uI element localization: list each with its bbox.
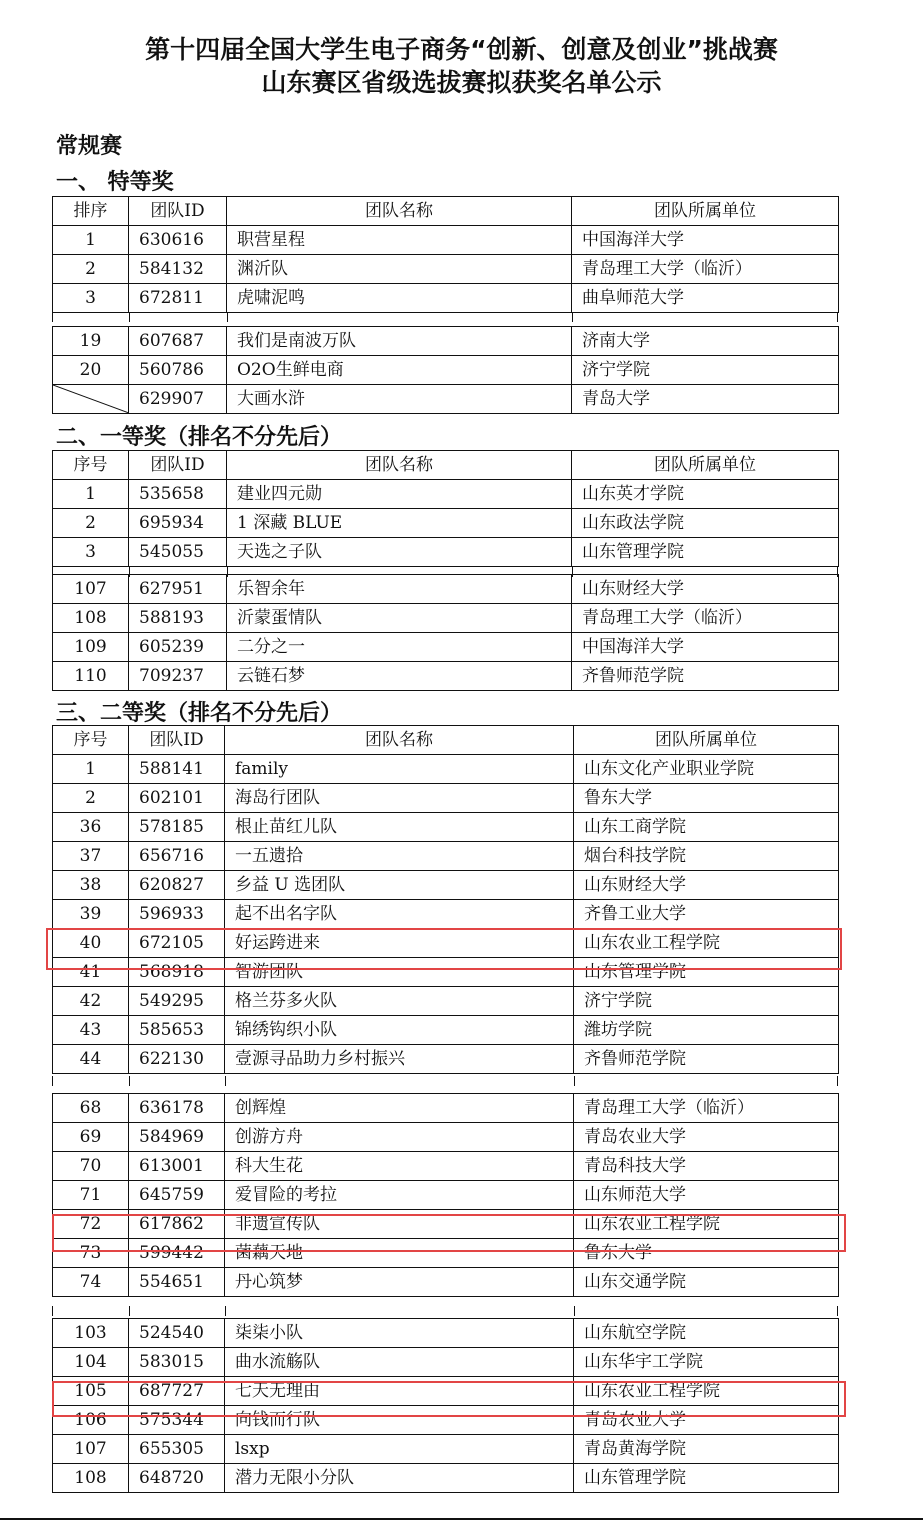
team-unit-cell: 山东农业工程学院 [574, 929, 839, 958]
team-unit-cell: 青岛理工大学（临沂） [574, 1094, 839, 1123]
team-name-cell: 二分之一 [227, 633, 572, 662]
first-prize-table-bottom [52, 574, 839, 691]
rank-cell: 103 [53, 1319, 129, 1348]
header-rank: 序号 [53, 726, 129, 755]
team-id-cell: 627951 [129, 575, 227, 604]
team-unit-cell: 山东交通学院 [574, 1268, 839, 1297]
team-id-cell: 656716 [129, 842, 225, 871]
team-name-cell: 云链石梦 [227, 662, 572, 691]
document-title-line-1: 第十四届全国大学生电子商务“创新、创意及创业”挑战赛 [145, 35, 778, 64]
table-row [53, 604, 839, 633]
team-unit-cell: 青岛农业大学 [574, 1406, 839, 1435]
team-unit-cell: 山东农业工程学院 [574, 1210, 839, 1239]
team-id-cell: 672811 [129, 284, 227, 313]
team-name-cell: 七天无理由 [225, 1377, 574, 1406]
first-prize-heading: 二、一等奖（排名不分先后） [56, 425, 343, 450]
team-id-cell: 535658 [129, 480, 227, 509]
team-name-cell: 锦绣钩织小队 [225, 1016, 574, 1045]
rank-cell: 74 [53, 1268, 129, 1297]
team-name-cell: 创游方舟 [225, 1123, 574, 1152]
table-cut-marker [52, 1076, 838, 1086]
rank-cell: 19 [53, 327, 129, 356]
table-row [53, 633, 839, 662]
team-unit-cell: 山东管理学院 [574, 958, 839, 987]
team-unit-cell: 山东管理学院 [574, 1464, 839, 1493]
team-unit-cell: 山东工商学院 [574, 813, 839, 842]
team-id-cell: 629907 [129, 385, 227, 414]
team-unit-cell: 曲阜师范大学 [572, 284, 839, 313]
rank-cell: 41 [53, 958, 129, 987]
team-id-cell: 545055 [129, 538, 227, 567]
table-header-row [53, 451, 839, 480]
team-name-cell: 大画水浒 [227, 385, 572, 414]
team-unit-cell: 青岛农业大学 [574, 1123, 839, 1152]
team-name-cell: 建业四元勋 [227, 480, 572, 509]
header-team-unit: 团队所属单位 [572, 197, 839, 226]
rank-cell: 72 [53, 1210, 129, 1239]
team-unit-cell: 中国海洋大学 [572, 633, 839, 662]
header-team-unit: 团队所属单位 [574, 726, 839, 755]
rank-cell: 40 [53, 929, 129, 958]
team-id-cell: 709237 [129, 662, 227, 691]
table-row-highlighted [53, 1377, 839, 1406]
header-team-id: 团队ID [129, 451, 227, 480]
table-row [53, 1045, 839, 1074]
table-row [53, 813, 839, 842]
table-row [53, 509, 839, 538]
team-name-cell: 乡益 U 选团队 [225, 871, 574, 900]
team-name-cell: O2O生鲜电商 [227, 356, 572, 385]
table-row [53, 1181, 839, 1210]
rank-cell: 2 [53, 255, 129, 284]
diagonal-slash-icon [53, 385, 129, 413]
team-name-cell: 根止苗红儿队 [225, 813, 574, 842]
team-unit-cell: 济南大学 [572, 327, 839, 356]
team-id-cell: 560786 [129, 356, 227, 385]
rank-cell: 108 [53, 1464, 129, 1493]
table-row-highlighted [53, 1210, 839, 1239]
rank-cell: 2 [53, 784, 129, 813]
team-name-cell: 格兰芬多火队 [225, 987, 574, 1016]
table-row [53, 1239, 839, 1268]
team-unit-cell: 中国海洋大学 [572, 226, 839, 255]
rank-cell: 2 [53, 509, 129, 538]
team-unit-cell: 山东农业工程学院 [574, 1377, 839, 1406]
team-name-cell: 非遗宣传队 [225, 1210, 574, 1239]
team-unit-cell: 山东文化产业职业学院 [574, 755, 839, 784]
rank-cell-diagonal [53, 385, 129, 414]
rank-cell: 3 [53, 284, 129, 313]
header-rank: 排序 [53, 197, 129, 226]
team-unit-cell: 山东英才学院 [572, 480, 839, 509]
team-unit-cell: 齐鲁工业大学 [574, 900, 839, 929]
team-id-cell: 687727 [129, 1377, 225, 1406]
rank-cell: 69 [53, 1123, 129, 1152]
team-name-cell: 科大生花 [225, 1152, 574, 1181]
team-unit-cell: 潍坊学院 [574, 1016, 839, 1045]
team-id-cell: 617862 [129, 1210, 225, 1239]
team-unit-cell: 鲁东大学 [574, 784, 839, 813]
team-unit-cell: 齐鲁师范学院 [572, 662, 839, 691]
rank-cell: 39 [53, 900, 129, 929]
table-row [53, 1406, 839, 1435]
rank-cell: 44 [53, 1045, 129, 1074]
table-row [53, 784, 839, 813]
team-name-cell: lsxp [225, 1435, 574, 1464]
table-row [53, 1094, 839, 1123]
table-row [53, 900, 839, 929]
document-title-line-2: 山东赛区省级选拔赛拟获奖名单公示 [261, 68, 662, 97]
team-unit-cell: 青岛理工大学（临沂） [572, 604, 839, 633]
team-id-cell: 620827 [129, 871, 225, 900]
table-row [53, 226, 839, 255]
team-id-cell: 672105 [129, 929, 225, 958]
rank-cell: 37 [53, 842, 129, 871]
team-name-cell: 起不出名字队 [225, 900, 574, 929]
team-id-cell: 596933 [129, 900, 225, 929]
team-unit-cell: 青岛理工大学（临沂） [572, 255, 839, 284]
rank-cell: 110 [53, 662, 129, 691]
table-row [53, 385, 839, 414]
team-name-cell: 潜力无限小分队 [225, 1464, 574, 1493]
team-unit-cell: 山东华宇工学院 [574, 1348, 839, 1377]
rank-cell: 3 [53, 538, 129, 567]
table-row [53, 1123, 839, 1152]
team-unit-cell: 山东财经大学 [572, 575, 839, 604]
second-prize-heading: 三、二等奖（排名不分先后） [56, 701, 343, 726]
team-name-cell: 向钱而行队 [225, 1406, 574, 1435]
team-id-cell: 583015 [129, 1348, 225, 1377]
team-name-cell: 好运跨进来 [225, 929, 574, 958]
team-unit-cell: 山东师范大学 [574, 1181, 839, 1210]
header-team-name: 团队名称 [227, 197, 572, 226]
special-prize-table-bottom [52, 326, 839, 414]
team-unit-cell: 青岛黄海学院 [574, 1435, 839, 1464]
rank-cell: 109 [53, 633, 129, 662]
team-unit-cell: 济宁学院 [572, 356, 839, 385]
header-rank: 序号 [53, 451, 129, 480]
header-team-id: 团队ID [129, 726, 225, 755]
table-row [53, 958, 839, 987]
team-name-cell: 乐智余年 [227, 575, 572, 604]
table-header-row [53, 726, 839, 755]
team-id-cell: 584969 [129, 1123, 225, 1152]
team-id-cell: 599442 [129, 1239, 225, 1268]
rank-cell: 1 [53, 480, 129, 509]
rank-cell: 20 [53, 356, 129, 385]
table-row [53, 842, 839, 871]
team-name-cell: 创辉煌 [225, 1094, 574, 1123]
special-prize-table-top [52, 196, 839, 313]
team-id-cell: 636178 [129, 1094, 225, 1123]
team-unit-cell: 青岛大学 [572, 385, 839, 414]
team-name-cell: 渊沂队 [227, 255, 572, 284]
page-bottom-rule [0, 1518, 923, 1520]
rank-cell: 105 [53, 1377, 129, 1406]
rank-cell: 38 [53, 871, 129, 900]
header-team-id: 团队ID [129, 197, 227, 226]
team-unit-cell: 齐鲁师范学院 [574, 1045, 839, 1074]
table-row [53, 871, 839, 900]
table-row-highlighted [53, 929, 839, 958]
team-unit-cell: 山东航空学院 [574, 1319, 839, 1348]
header-team-unit: 团队所属单位 [572, 451, 839, 480]
table-row [53, 1464, 839, 1493]
team-unit-cell: 济宁学院 [574, 987, 839, 1016]
table-row [53, 356, 839, 385]
team-id-cell: 549295 [129, 987, 225, 1016]
team-name-cell: family [225, 755, 574, 784]
team-unit-cell: 山东管理学院 [572, 538, 839, 567]
team-name-cell: 壹源寻品助力乡村振兴 [225, 1045, 574, 1074]
rank-cell: 71 [53, 1181, 129, 1210]
rank-cell: 104 [53, 1348, 129, 1377]
rank-cell: 42 [53, 987, 129, 1016]
second-prize-table-bottom [52, 1318, 839, 1493]
team-name-cell: 天选之子队 [227, 538, 572, 567]
team-id-cell: 602101 [129, 784, 225, 813]
team-id-cell: 585653 [129, 1016, 225, 1045]
team-name-cell: 职营星程 [227, 226, 572, 255]
team-id-cell: 695934 [129, 509, 227, 538]
team-id-cell: 578185 [129, 813, 225, 842]
team-name-cell: 1 深藏 BLUE [227, 509, 572, 538]
team-id-cell: 645759 [129, 1181, 225, 1210]
rank-cell: 43 [53, 1016, 129, 1045]
rank-cell: 107 [53, 575, 129, 604]
header-team-name: 团队名称 [225, 726, 574, 755]
header-team-name: 团队名称 [227, 451, 572, 480]
table-row [53, 1152, 839, 1181]
team-name-cell: 菌藕天地 [225, 1239, 574, 1268]
team-id-cell: 605239 [129, 633, 227, 662]
table-row [53, 755, 839, 784]
special-prize-heading: 一、 特等奖 [56, 170, 174, 195]
team-id-cell: 648720 [129, 1464, 225, 1493]
category-heading: 常规赛 [56, 134, 123, 159]
team-unit-cell: 青岛科技大学 [574, 1152, 839, 1181]
team-name-cell: 一五遗拾 [225, 842, 574, 871]
team-id-cell: 630616 [129, 226, 227, 255]
rank-cell: 70 [53, 1152, 129, 1181]
table-row [53, 662, 839, 691]
team-name-cell: 丹心筑梦 [225, 1268, 574, 1297]
table-row [53, 1016, 839, 1045]
team-name-cell: 柒柒小队 [225, 1319, 574, 1348]
team-id-cell: 584132 [129, 255, 227, 284]
team-unit-cell: 山东财经大学 [574, 871, 839, 900]
rank-cell: 36 [53, 813, 129, 842]
table-row [53, 255, 839, 284]
team-id-cell: 588141 [129, 755, 225, 784]
table-row [53, 1435, 839, 1464]
rank-cell: 1 [53, 226, 129, 255]
team-unit-cell: 山东政法学院 [572, 509, 839, 538]
team-name-cell: 智游团队 [225, 958, 574, 987]
team-id-cell: 622130 [129, 1045, 225, 1074]
team-name-cell: 曲水流觞队 [225, 1348, 574, 1377]
table-row [53, 538, 839, 567]
table-row [53, 987, 839, 1016]
table-row [53, 1319, 839, 1348]
team-unit-cell: 鲁东大学 [574, 1239, 839, 1268]
table-row [53, 575, 839, 604]
team-id-cell: 655305 [129, 1435, 225, 1464]
team-name-cell: 爱冒险的考拉 [225, 1181, 574, 1210]
second-prize-table-middle [52, 1093, 839, 1297]
second-prize-table-top [52, 725, 839, 1074]
table-header-row [53, 197, 839, 226]
table-cut-marker [52, 312, 838, 322]
rank-cell: 106 [53, 1406, 129, 1435]
team-id-cell: 575344 [129, 1406, 225, 1435]
table-row [53, 1268, 839, 1297]
table-row [53, 284, 839, 313]
team-name-cell: 沂蒙蛋情队 [227, 604, 572, 633]
rank-cell: 108 [53, 604, 129, 633]
rank-cell: 107 [53, 1435, 129, 1464]
team-id-cell: 613001 [129, 1152, 225, 1181]
rank-cell: 68 [53, 1094, 129, 1123]
table-cut-marker [52, 1306, 838, 1316]
team-name-cell: 我们是南波万队 [227, 327, 572, 356]
team-name-cell: 虎啸泥鸣 [227, 284, 572, 313]
team-name-cell: 海岛行团队 [225, 784, 574, 813]
table-row [53, 1348, 839, 1377]
team-id-cell: 588193 [129, 604, 227, 633]
first-prize-table-top [52, 450, 839, 567]
rank-cell: 1 [53, 755, 129, 784]
team-id-cell: 568918 [129, 958, 225, 987]
table-row [53, 480, 839, 509]
rank-cell: 73 [53, 1239, 129, 1268]
team-id-cell: 524540 [129, 1319, 225, 1348]
team-id-cell: 554651 [129, 1268, 225, 1297]
team-unit-cell: 烟台科技学院 [574, 842, 839, 871]
team-id-cell: 607687 [129, 327, 227, 356]
table-row [53, 327, 839, 356]
